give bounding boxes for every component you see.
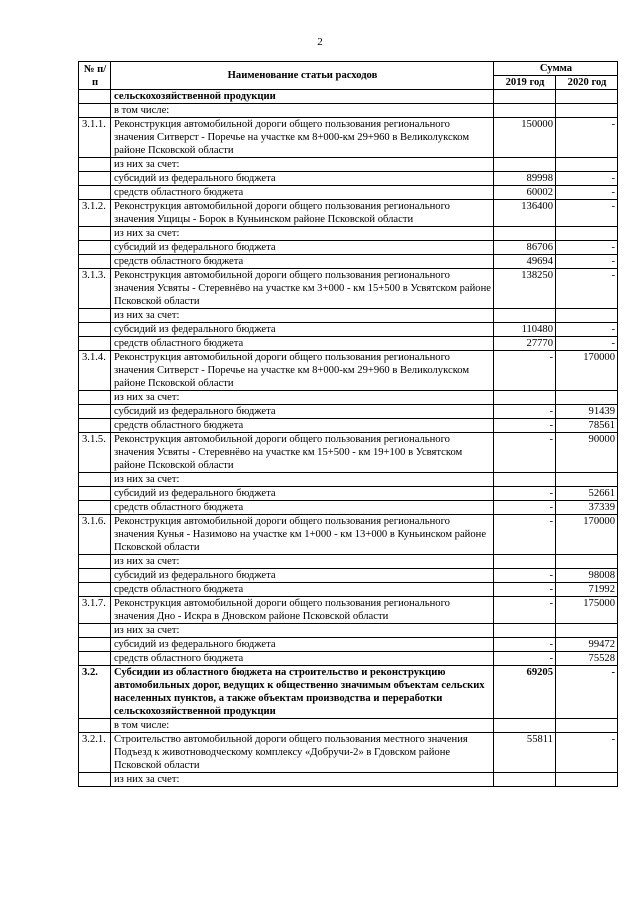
row-value-2020 [556, 90, 618, 104]
row-value-2019: - [494, 638, 556, 652]
row-number: 3.1.5. [79, 433, 111, 473]
row-value-2020: - [556, 323, 618, 337]
header-year-2019: 2019 год [494, 76, 556, 90]
table-row [79, 597, 618, 624]
row-name: средств областного бюджета [111, 583, 494, 597]
row-value-2019: - [494, 569, 556, 583]
row-number [79, 158, 111, 172]
table-row [79, 405, 618, 419]
table-row [79, 309, 618, 323]
row-value-2020: - [556, 666, 618, 719]
row-value-2020: - [556, 200, 618, 227]
row-value-2020 [556, 773, 618, 787]
row-value-2019: - [494, 351, 556, 391]
table-row [79, 652, 618, 666]
row-value-2020 [556, 309, 618, 323]
row-name: средств областного бюджета [111, 186, 494, 200]
table-row [79, 473, 618, 487]
table-row [79, 158, 618, 172]
row-name: в том числе: [111, 104, 494, 118]
row-name: Субсидии из областного бюджета на строительство и реконструкцию автомобильных дорог, ведущих к общественно значимым объектам сельских населенных пунктов, а также объектам производства и переработки сельскохозяйственной продукции [111, 666, 494, 719]
row-number [79, 652, 111, 666]
row-value-2019 [494, 227, 556, 241]
row-value-2019: - [494, 597, 556, 624]
row-number [79, 583, 111, 597]
row-number [79, 309, 111, 323]
table-row [79, 487, 618, 501]
table-row [79, 569, 618, 583]
page-number: 2 [317, 36, 323, 48]
row-number [79, 227, 111, 241]
table-row [79, 719, 618, 733]
row-number [79, 555, 111, 569]
row-number [79, 104, 111, 118]
table-row [79, 555, 618, 569]
table-row [79, 241, 618, 255]
row-value-2020: - [556, 255, 618, 269]
table-row [79, 118, 618, 158]
row-number: 3.1.2. [79, 200, 111, 227]
row-number [79, 186, 111, 200]
row-value-2020: 99472 [556, 638, 618, 652]
table-row [79, 419, 618, 433]
row-value-2019: 60002 [494, 186, 556, 200]
row-value-2019 [494, 473, 556, 487]
row-value-2020: - [556, 186, 618, 200]
table-row [79, 773, 618, 787]
row-value-2019 [494, 719, 556, 733]
row-value-2019: - [494, 583, 556, 597]
header-num: № п/п [79, 62, 111, 90]
table-row [79, 433, 618, 473]
table-row [79, 733, 618, 773]
row-name: субсидий из федерального бюджета [111, 172, 494, 186]
row-number: 3.1.6. [79, 515, 111, 555]
row-number [79, 501, 111, 515]
row-number: 3.1.4. [79, 351, 111, 391]
row-number [79, 487, 111, 501]
row-value-2020: - [556, 118, 618, 158]
row-value-2019 [494, 90, 556, 104]
row-name: субсидий из федерального бюджета [111, 638, 494, 652]
row-name: в том числе: [111, 719, 494, 733]
row-number [79, 172, 111, 186]
row-name: средств областного бюджета [111, 501, 494, 515]
row-value-2020: - [556, 172, 618, 186]
row-name: из них за счет: [111, 473, 494, 487]
table-row [79, 351, 618, 391]
row-name: из них за счет: [111, 158, 494, 172]
table-row [79, 515, 618, 555]
table-body [79, 90, 618, 787]
row-value-2020: - [556, 733, 618, 773]
row-value-2019: 136400 [494, 200, 556, 227]
row-name: средств областного бюджета [111, 255, 494, 269]
row-name: Реконструкция автомобильной дороги общего пользования регионального значения Усвяты - Стеревнёво на участке км 3+000 - км 15+500 в Усвятском районе Псковской области [111, 269, 494, 309]
header-name: Наименование статьи расходов [111, 62, 494, 90]
row-value-2020 [556, 104, 618, 118]
row-value-2019: 55811 [494, 733, 556, 773]
row-name: Реконструкция автомобильной дороги общего пользования регионального значения Ситверст - Поречье на участке км 8+000-км 29+960 в Великолукском районе Псковской области [111, 118, 494, 158]
row-value-2019 [494, 624, 556, 638]
row-name: субсидий из федерального бюджета [111, 405, 494, 419]
row-value-2019: 89998 [494, 172, 556, 186]
row-value-2020: 170000 [556, 351, 618, 391]
row-value-2019: 138250 [494, 269, 556, 309]
table-row [79, 227, 618, 241]
row-value-2019: 27770 [494, 337, 556, 351]
row-value-2020 [556, 227, 618, 241]
row-name: Реконструкция автомобильной дороги общего пользования регионального значения Ущицы - Борок в Куньинском районе Псковской области [111, 200, 494, 227]
table-row [79, 666, 618, 719]
row-number: 3.2. [79, 666, 111, 719]
header-sum: Сумма [494, 62, 618, 76]
row-name: средств областного бюджета [111, 419, 494, 433]
row-value-2020: 71992 [556, 583, 618, 597]
row-name: из них за счет: [111, 555, 494, 569]
row-value-2020: 170000 [556, 515, 618, 555]
row-name: субсидий из федерального бюджета [111, 323, 494, 337]
table-row [79, 323, 618, 337]
row-name: средств областного бюджета [111, 337, 494, 351]
row-value-2019: 110480 [494, 323, 556, 337]
row-value-2019 [494, 104, 556, 118]
row-value-2020 [556, 158, 618, 172]
row-value-2019: 86706 [494, 241, 556, 255]
row-value-2019 [494, 158, 556, 172]
table-row [79, 391, 618, 405]
row-value-2020 [556, 473, 618, 487]
row-name: Реконструкция автомобильной дороги общего пользования регионального значения Ситверст - Поречье на участке км 8+000-км 29+960 в Великолукском районе Псковской области [111, 351, 494, 391]
row-number: 3.1.1. [79, 118, 111, 158]
row-name: средств областного бюджета [111, 652, 494, 666]
row-name: из них за счет: [111, 227, 494, 241]
table-row [79, 624, 618, 638]
row-number: 3.2.1. [79, 733, 111, 773]
row-number [79, 323, 111, 337]
row-value-2019: - [494, 515, 556, 555]
row-number [79, 391, 111, 405]
row-name: Реконструкция автомобильной дороги общего пользования регионального значения Усвяты - Стеревнёво на участке км 15+500 - км 19+100 в Усвятском районе Псковской области [111, 433, 494, 473]
row-number [79, 90, 111, 104]
row-name: Реконструкция автомобильной дороги общего пользования регионального значения Дно - Искра в Дновском районе Псковской области [111, 597, 494, 624]
row-value-2020: - [556, 269, 618, 309]
row-name: из них за счет: [111, 773, 494, 787]
row-value-2019: - [494, 433, 556, 473]
row-value-2020 [556, 555, 618, 569]
row-value-2020 [556, 391, 618, 405]
row-number [79, 337, 111, 351]
row-number [79, 473, 111, 487]
table-row [79, 269, 618, 309]
row-value-2019: - [494, 487, 556, 501]
table-row [79, 172, 618, 186]
table-row [79, 501, 618, 515]
row-value-2019 [494, 309, 556, 323]
row-value-2019: 69205 [494, 666, 556, 719]
row-number [79, 773, 111, 787]
row-value-2019: - [494, 405, 556, 419]
row-number [79, 638, 111, 652]
row-value-2019: - [494, 501, 556, 515]
row-name: субсидий из федерального бюджета [111, 241, 494, 255]
row-value-2019 [494, 555, 556, 569]
row-value-2020: 91439 [556, 405, 618, 419]
row-name: субсидий из федерального бюджета [111, 487, 494, 501]
row-value-2020 [556, 719, 618, 733]
row-value-2020: 175000 [556, 597, 618, 624]
row-value-2020: 98008 [556, 569, 618, 583]
row-number [79, 405, 111, 419]
table-row [79, 200, 618, 227]
table-row [79, 337, 618, 351]
row-value-2019: 49694 [494, 255, 556, 269]
row-name: из них за счет: [111, 391, 494, 405]
table-row [79, 104, 618, 118]
budget-table [78, 61, 618, 787]
table-row [79, 186, 618, 200]
row-name: субсидий из федерального бюджета [111, 569, 494, 583]
row-number [79, 719, 111, 733]
row-value-2019 [494, 773, 556, 787]
row-value-2020: - [556, 337, 618, 351]
row-value-2020: 75528 [556, 652, 618, 666]
row-number [79, 569, 111, 583]
row-number [79, 255, 111, 269]
header-year-2020: 2020 год [556, 76, 618, 90]
row-number: 3.1.7. [79, 597, 111, 624]
row-value-2019: - [494, 419, 556, 433]
table-row [79, 90, 618, 104]
table-row [79, 583, 618, 597]
row-value-2020: 52661 [556, 487, 618, 501]
row-value-2019: 150000 [494, 118, 556, 158]
row-name: из них за счет: [111, 624, 494, 638]
row-value-2020: 90000 [556, 433, 618, 473]
row-value-2020: 78561 [556, 419, 618, 433]
row-value-2019 [494, 391, 556, 405]
row-name: из них за счет: [111, 309, 494, 323]
table-row [79, 255, 618, 269]
row-number [79, 241, 111, 255]
row-value-2019: - [494, 652, 556, 666]
row-value-2020: - [556, 241, 618, 255]
table-row [79, 638, 618, 652]
row-number [79, 419, 111, 433]
row-value-2020 [556, 624, 618, 638]
row-value-2020: 37339 [556, 501, 618, 515]
row-number [79, 624, 111, 638]
row-number: 3.1.3. [79, 269, 111, 309]
row-name: Реконструкция автомобильной дороги общего пользования регионального значения Кунья - Назимово на участке км 1+000 - км 13+000 в Куньинском районе Псковской области [111, 515, 494, 555]
row-name: сельскохозяйственной продукции [111, 90, 494, 104]
row-name: Строительство автомобильной дороги общего пользования местного значения Подъезд к животноводческому комплексу «Добручи-2» в Гдовском районе Псковской области [111, 733, 494, 773]
